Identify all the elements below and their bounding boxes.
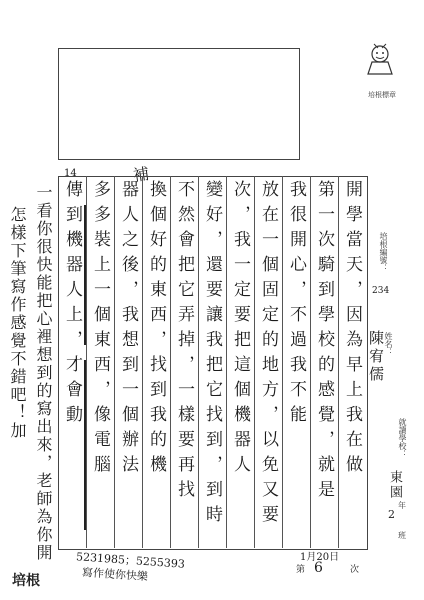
essay-column-10: 多多裝上一個東西，像電腦 (90, 180, 110, 480)
name-value: 陳宥儒 (367, 330, 385, 384)
mascot-stamp-icon (360, 40, 400, 84)
code-value: 234 (372, 286, 390, 296)
teacher-underline-1 (84, 205, 89, 345)
grade-value: 2 (388, 508, 395, 521)
essay-column-11: 傳到機器人上，才會動 (62, 180, 82, 430)
page-number: 14 (64, 168, 77, 179)
essay-column-9: 器人之後，我想到一個辦法 (118, 180, 138, 480)
essay-column-3: 我很開心，不過我不能 (286, 180, 306, 430)
times-label: 次 (350, 565, 360, 575)
school-value: 東園 (387, 470, 402, 500)
essay-column-1: 開學當天，因為早上我在做 (342, 180, 362, 480)
name-label: 姓名： (384, 332, 393, 356)
date-value: 1月20日 (300, 552, 340, 563)
code-label: 培根編號： (379, 232, 388, 272)
essay-column-6: 變好，還要讓我把它找到，到時 (202, 180, 222, 530)
essay-column-7: 不然會把它弄掉，一樣要再找 (174, 180, 194, 505)
slogan: 寫作使你快樂 (81, 565, 149, 584)
essay-column-5: 次，我一定要把這個機器人 (230, 180, 250, 480)
essay-column-4: 放在一個固定的地方，以免又要 (258, 180, 278, 530)
teacher-comment-2: 怎樣下筆寫作感覺不錯吧！加 (8, 206, 27, 440)
page-value: 6 (314, 560, 323, 576)
page-label: 第 (296, 565, 306, 575)
brand-text: 培根 (12, 573, 40, 589)
teacher-comment-1: 一看你很快能把心裡想到的寫出來，老師為你開 (34, 184, 53, 562)
logo-box (58, 48, 300, 160)
essay-column-8: 換個好的東西，找到我的機 (146, 180, 166, 480)
teacher-underline-2 (84, 360, 89, 530)
logo-label: 培根標章 (368, 91, 396, 99)
phone-number: 5231985；5255393 (75, 550, 186, 571)
year-word: 年 (398, 501, 406, 510)
essay-column-2: 第一次騎到學校的感覺，就是 (314, 180, 334, 505)
insertion-mark: 補 (131, 163, 151, 186)
class-word: 班 (398, 531, 406, 540)
school-label: 就讀學校： (398, 418, 407, 458)
